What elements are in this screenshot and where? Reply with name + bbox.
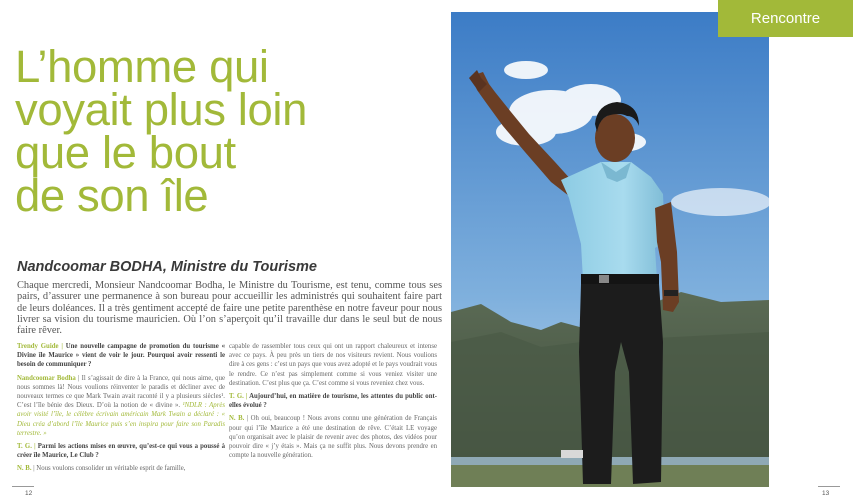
question-3 [229, 392, 437, 410]
question-tag: T. G. | [229, 393, 248, 401]
folio-rule-right [818, 486, 840, 487]
page-number-left: 12 [25, 490, 33, 497]
page-number-right: 13 [822, 490, 830, 497]
question-text: Aujourd’hui, en matière de tourisme, les attentes du public ont-elles évolué ? [229, 393, 437, 410]
question-text: Parmi les actions mises en œuvre, qu’est-ce qui vous a poussé à créer île Maurice, Le Club ? [17, 443, 225, 460]
answer-text: | Oh oui, beaucoup ! Nous avons connu une génération de Français pour qui l’île Maurice a été une destination de rêve. C’était LE voyage qu’on organisait avec le plaisir de revenir avec des photos, des vidéos pour pouvoir dire « j’y étais ». Mais ça ne suffit plus. Nous devons prendre en compte la nouvelle génération. [229, 415, 437, 460]
byline: Nandcoomar BODHA, Ministre du Tourisme [17, 259, 317, 275]
answer-text: | Il s’agissait de dire à la France, qui nous aime, que nous sommes là! Nous voulions réinventer le paradis et décliner avec de nouveaux termes ce que Mark Twain avait raconté il y a plusieurs siècles¹. C’est l’île bénie des Dieux. D’où la notion de « divine ». [17, 374, 225, 410]
answer-tag: N. B. [17, 465, 32, 473]
headline-line: de son île [15, 170, 209, 221]
body-column-1 [17, 342, 225, 478]
question-2 [17, 442, 225, 460]
answer-tag: Nandcoomar Bodha [17, 374, 76, 382]
answer-3 [229, 414, 437, 460]
folio-rule-left [12, 486, 34, 487]
answer-text: | Nous voulons consolider un véritable esprit de famille, [31, 465, 186, 473]
section-tag: Rencontre [718, 0, 853, 37]
question-text: Une nouvelle campagne de promotion du tourisme « Divine île Maurice » vient de voir le jour. Pourquoi avoir ressenti le besoin de communiquer ? [17, 343, 225, 369]
answer-2-continued: capable de rassembler tous ceux qui ont un rapport chaleureux et intense avec ce pays. À peu près un tiers de nos visiteurs revient. Nous voulions dire à ces gens : c’est un pays que vous avez adopté et le pays voudrait vous le rendre. Ce n’est pas simplement comme si vous veniez visiter une destination. C’est plus que ça. C’est comme si vous reveniez chez vous. [229, 343, 437, 387]
photo-illustration [451, 12, 769, 487]
headline-line: voyait plus loin [15, 84, 308, 135]
headline-line: L’homme qui [15, 41, 269, 92]
answer-2 [17, 464, 225, 473]
answer-tag: N. B. [229, 415, 245, 423]
minister-photo [451, 12, 769, 487]
body-column-2 [229, 342, 437, 464]
editor-note: ¹NDLR : Après avoir visité l’île, le célèbre écrivain américain Mark Twain a déclaré : « Dieu créa d’abord l’île Maurice puis s’en inspira pour faire son Paradis terrestre. » [17, 402, 225, 437]
question-tag: Trendy Guide | [17, 343, 63, 350]
answer-1 [17, 374, 225, 438]
intro-paragraph: Chaque mercredi, Monsieur Nandcoomar Bodha, le Ministre du Tourisme, est tenu, comme tous ses pairs, d’assurer une permanence à son bureau pour accueillir les administrés qui souhaitent faire part de leurs doléances. Il a très gentiment accepté de faire une petite parenthèse en notre faveur pour nous livrer sa vision du tourisme mauricien. Où l’on s’aperçoit qu’il travaille dur dans le seul but de nous faire rêver. [17, 280, 442, 337]
headline-line: que le bout [15, 127, 236, 178]
belt [581, 274, 659, 284]
headline [15, 41, 415, 221]
question-tag: T. G. | [17, 443, 36, 451]
question-1 [17, 342, 225, 370]
